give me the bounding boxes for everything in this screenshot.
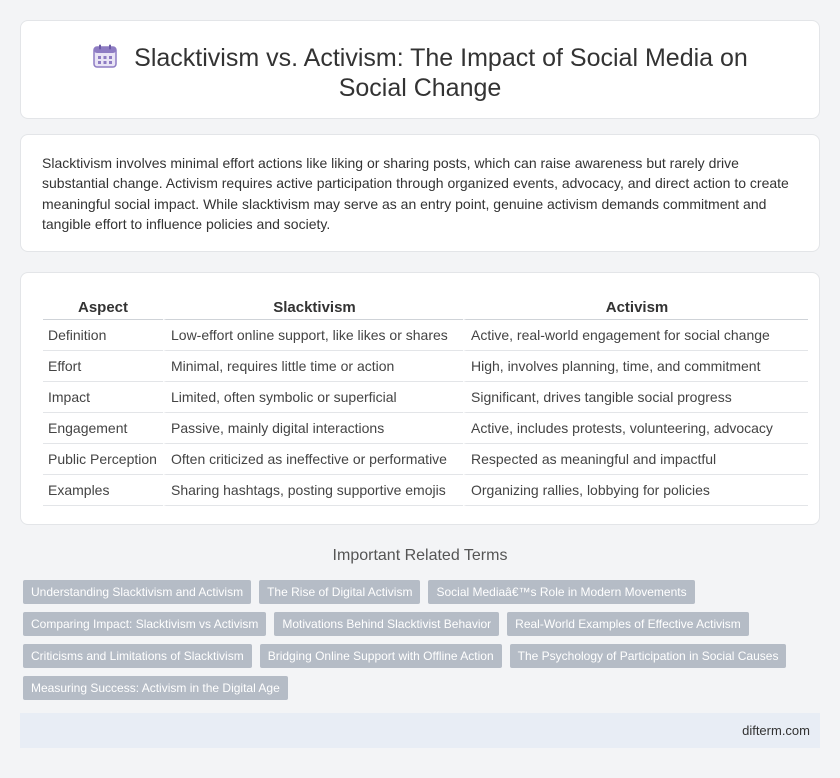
table-cell: Limited, often symbolic or superficial <box>163 382 463 413</box>
table-row <box>43 475 808 506</box>
table-row <box>43 320 808 351</box>
related-term-link[interactable]: Bridging Online Support with Offline Action <box>260 644 502 668</box>
table-cell: Significant, drives tangible social progress <box>463 382 808 413</box>
column-header: Activism <box>463 297 808 320</box>
comparison-table <box>43 297 808 506</box>
summary-card <box>20 134 820 252</box>
related-term-link[interactable]: Criticisms and Limitations of Slacktivism <box>23 644 252 668</box>
related-term-link[interactable]: The Rise of Digital Activism <box>259 580 420 604</box>
related-terms-list <box>23 580 803 700</box>
table-row <box>43 413 808 444</box>
table-cell: Active, real-world engagement for social change <box>463 320 808 351</box>
related-term-link[interactable]: The Psychology of Participation in Social Causes <box>510 644 787 668</box>
table-cell: Respected as meaningful and impactful <box>463 444 808 475</box>
summary-text: Slacktivism involves minimal effort actions like liking or sharing posts, which can raise awareness but rarely drive substantial change. Activism requires active participation through organized events, advocacy, and direct action to create meaningful social impact. While slacktivism may serve as an entry point, genuine activism demands commitment and tangible effort to influence policies and society. <box>42 155 789 233</box>
page-title: Slacktivism vs. Activism: The Impact of Social Media on Social Change <box>134 44 748 102</box>
table-row <box>43 382 808 413</box>
related-term-link[interactable]: Real-World Examples of Effective Activism <box>507 612 749 636</box>
table-cell: Organizing rallies, lobbying for policies <box>463 475 808 506</box>
related-term-link[interactable]: Comparing Impact: Slacktivism vs Activism <box>23 612 266 636</box>
table-cell: Minimal, requires little time or action <box>163 351 463 382</box>
table-cell: Examples <box>43 475 163 506</box>
related-term-link[interactable]: Measuring Success: Activism in the Digital Age <box>23 676 288 700</box>
table-cell: Low-effort online support, like likes or shares <box>163 320 463 351</box>
table-row <box>43 351 808 382</box>
page-title-wrap <box>21 43 819 103</box>
related-terms-heading: Important Related Terms <box>332 547 508 564</box>
table-cell: Often criticized as ineffective or performative <box>163 444 463 475</box>
table-cell: Engagement <box>43 413 163 444</box>
table-cell: Passive, mainly digital interactions <box>163 413 463 444</box>
column-header: Aspect <box>43 297 163 320</box>
table-cell: Active, includes protests, volunteering, advocacy <box>463 413 808 444</box>
table-cell: Impact <box>43 382 163 413</box>
table-cell: Definition <box>43 320 163 351</box>
table-row <box>43 444 808 475</box>
table-cell: Sharing hashtags, posting supportive emojis <box>163 475 463 506</box>
calendar-icon <box>92 43 118 69</box>
footer-site-name: difterm.com <box>742 723 810 738</box>
related-term-link[interactable]: Social Mediaâ€™s Role in Modern Movements <box>428 580 694 604</box>
related-term-link[interactable]: Understanding Slacktivism and Activism <box>23 580 251 604</box>
header-card <box>20 20 820 119</box>
column-header: Slacktivism <box>163 297 463 320</box>
related-term-link[interactable]: Motivations Behind Slacktivist Behavior <box>274 612 499 636</box>
table-cell: Effort <box>43 351 163 382</box>
table-cell: High, involves planning, time, and commitment <box>463 351 808 382</box>
comparison-table-card <box>20 272 820 525</box>
table-cell: Public Perception <box>43 444 163 475</box>
footer <box>20 713 820 748</box>
table-header-row <box>43 297 808 320</box>
